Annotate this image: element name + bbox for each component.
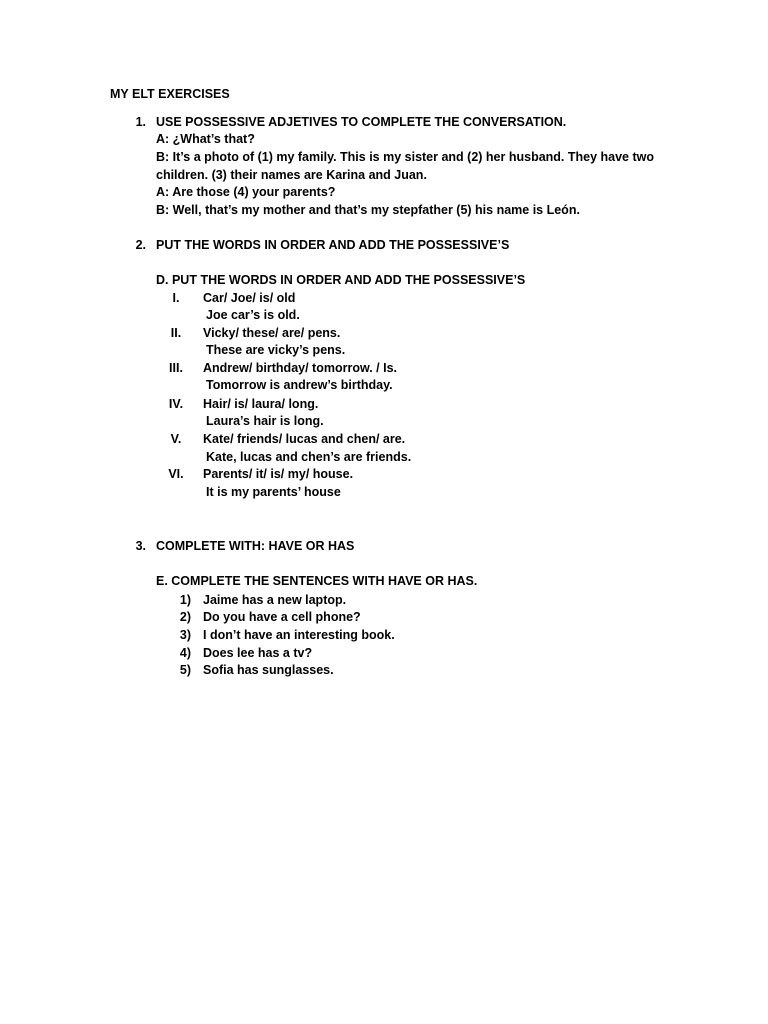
answer-text: Does lee has a tv? [203,646,313,660]
document-title: MY ELT EXERCISES [110,87,230,101]
item-numeral: II. [170,326,182,340]
item-answer: Joe car’s is old. [206,308,300,322]
item-prompt: Andrew/ birthday/ tomorrow. / Is. [203,361,398,375]
section-2-heading: PUT THE WORDS IN ORDER AND ADD THE POSSESSIVE’S [156,238,510,252]
item-prompt: Car/ Joe/ is/ old [203,291,296,305]
item-prompt: Hair/ is/ laura/ long. [203,397,319,411]
conversation-line-3: A: Are those (4) your parents? [156,185,336,199]
section-2-subheading: D. PUT THE WORDS IN ORDER AND ADD THE POSSESSIVE’S [156,273,526,287]
item-numeral: III. [169,361,183,375]
answer-text: Sofia has sunglasses. [203,663,334,677]
answer-text: Jaime has a new laptop. [203,593,347,607]
item-answer: Kate, lucas and chen’s are friends. [206,450,412,464]
item-answer: These are vicky’s pens. [206,343,346,357]
item-prompt: Vicky/ these/ are/ pens. [203,326,341,340]
answer-number: 4) [179,646,191,660]
answer-number: 5) [179,663,191,677]
conversation-line-1: A: ¿What’s that? [156,132,255,146]
item-answer: Laura’s hair is long. [206,414,324,428]
section-3-subheading: E. COMPLETE THE SENTENCES WITH HAVE OR HAS. [156,574,478,588]
item-answer: It is my parents’ house [206,485,341,499]
item-numeral: I. [172,291,180,305]
answer-text: I don’t have an interesting book. [203,628,395,642]
item-numeral: V. [170,432,182,446]
item-prompt: Kate/ friends/ lucas and chen/ are. [203,432,406,446]
item-numeral: IV. [168,397,184,411]
item-answer: Tomorrow is andrew’s birthday. [206,378,393,392]
section-3-heading: COMPLETE WITH: HAVE OR HAS [156,539,355,553]
section-1-number: 1. [135,115,146,129]
section-1-heading: USE POSSESSIVE ADJETIVES TO COMPLETE THE CONVERSATION. [156,115,567,129]
answer-number: 1) [179,593,191,607]
conversation-line-4: B: Well, that’s my mother and that’s my stepfather (5) his name is León. [156,203,580,217]
section-3-number: 3. [135,539,146,553]
section-2-number: 2. [135,238,146,252]
answer-number: 3) [179,628,191,642]
item-numeral: VI. [168,467,184,481]
item-prompt: Parents/ it/ is/ my/ house. [203,467,354,481]
conversation-line-2: B: It’s a photo of (1) my family. This is my sister and (2) her husband. They have two children. (3) their names are Karina and Juan. [156,150,655,182]
answer-text: Do you have a cell phone? [203,610,361,624]
answer-number: 2) [179,610,191,624]
